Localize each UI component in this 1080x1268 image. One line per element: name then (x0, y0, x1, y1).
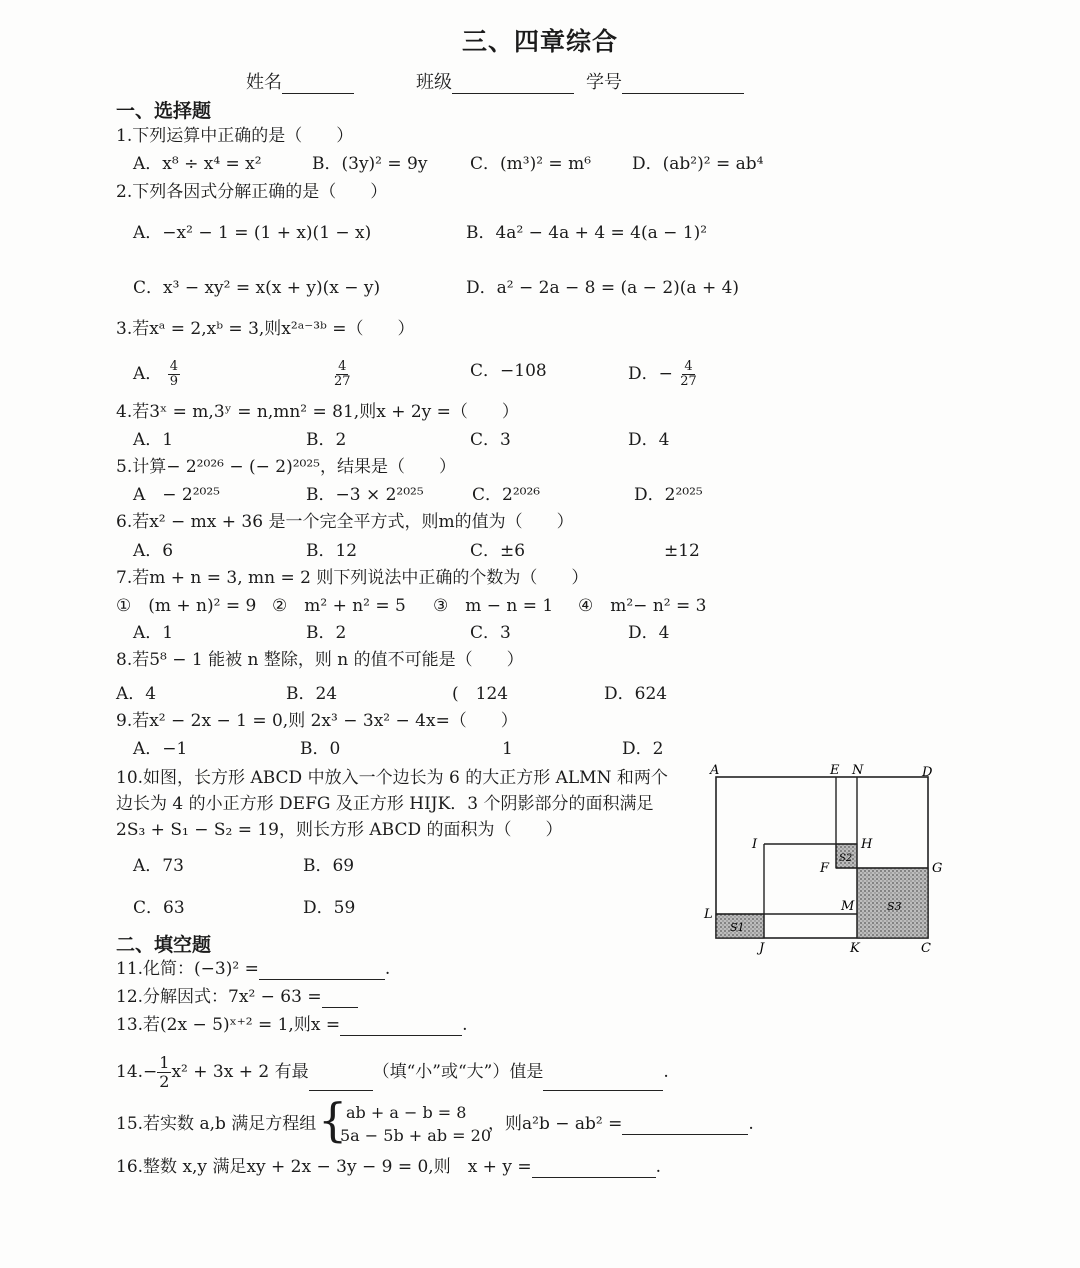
q4-option-b[interactable]: B．2 (306, 430, 347, 450)
q11 (116, 958, 390, 980)
q11-end: . (384, 959, 391, 979)
q6-option-c[interactable]: C．±6 (470, 541, 526, 561)
class-field (416, 68, 574, 94)
q10-option-d[interactable]: D．59 (303, 898, 356, 918)
q8-option-d[interactable]: D．624 (604, 684, 668, 704)
q8-stem: 8.若5⁸ − 1 能被 n 整除，则 n 的值不可能是（ ） (116, 650, 524, 670)
q4-option-d[interactable]: D．4 (628, 430, 670, 450)
label-m: M (841, 899, 855, 914)
q8-option-a[interactable]: A．4 (116, 684, 157, 704)
q2-option-c[interactable]: C．x³ − xy² = x(x + y)(x − y) (133, 278, 381, 298)
q14-hint: （填“小”或“大”）值是 (372, 1062, 544, 1082)
q14-max-min-blank[interactable] (309, 1072, 373, 1091)
label-h: H (861, 837, 873, 852)
q10-stem-line-2: 边长为 4 的小正方形 DEFG 及正方形 HIJK．3 个阴影部分的面积满足 (116, 794, 654, 814)
q9-option-c[interactable]: 1 (502, 739, 513, 759)
fraction-numerator: 4 (684, 359, 693, 374)
q4-option-c[interactable]: C．3 (470, 430, 511, 450)
q2-option-b[interactable]: B．4a² − 4a + 4 = 4(a − 1)² (466, 223, 708, 243)
q9-stem: 9.若x² − 2x − 1 = 0,则 2x³ − 3x² − 4x=（ ） (116, 711, 518, 731)
name-field (246, 68, 354, 94)
label-k: K (850, 941, 860, 956)
fraction-numerator: 1 (159, 1053, 170, 1072)
q3-option-d-letter: D．− (628, 364, 673, 384)
fraction-numerator: 4 (169, 359, 178, 374)
q7-claim-4: ④ m²− n² = 3 (578, 596, 707, 616)
q16 (116, 1156, 661, 1178)
q13-text: 13.若(2x − 5)ˣ⁺² = 1,则x = (116, 1015, 341, 1035)
q16-answer-blank[interactable] (532, 1159, 656, 1178)
q15-equation-2: 5a − 5b + ab = 20 (340, 1126, 492, 1145)
label-i: I (752, 837, 758, 852)
q2-option-d[interactable]: D．a² − 2a − 8 = (a − 2)(a + 4) (466, 278, 740, 298)
q3-option-a-fraction (168, 360, 180, 389)
name-label: 姓名 (246, 72, 282, 93)
q15-equation-1: ab + a − b = 8 (346, 1103, 467, 1122)
q7-option-d[interactable]: D．4 (628, 623, 670, 643)
label-l: L (704, 907, 713, 922)
q3-option-b-fraction (332, 360, 353, 389)
q5-option-b[interactable]: B．−3 × 2²⁰²⁵ (306, 485, 424, 505)
q8-option-c[interactable]: ( 124 (452, 684, 509, 704)
q7-claim-3: ③ m − n = 1 (433, 596, 554, 616)
q14-fraction (157, 1054, 171, 1091)
q14-end: . (663, 1062, 669, 1082)
label-s2: S2 (839, 853, 853, 864)
q13 (116, 1014, 467, 1036)
q3-stem: 3.若xᵃ = 2,xᵇ = 3,则x²ᵃ⁻³ᵇ =（ ） (116, 319, 415, 339)
label-n: N (852, 763, 864, 778)
q16-text: 16.整数 x,y 满足xy + 2x − 3y − 9 = 0,则 x + y = (116, 1157, 532, 1177)
label-s1: S1 (730, 921, 745, 934)
label-c: C (921, 941, 931, 956)
label-s3: S3 (887, 900, 902, 913)
section-choice-heading: 一、选择题 (116, 100, 212, 122)
class-label: 班级 (416, 72, 452, 93)
q7-option-c[interactable]: C．3 (470, 623, 511, 643)
number-label: 学号 (586, 72, 622, 93)
q5-option-d[interactable]: D．2²⁰²⁵ (634, 485, 703, 505)
q11-answer-blank[interactable] (259, 961, 385, 980)
q4-stem: 4.若3ˣ = m,3ʸ = n,mn² = 81,则x + 2y =（ ） (116, 402, 519, 422)
number-field (586, 68, 744, 94)
q9-option-a[interactable]: A．−1 (133, 739, 188, 759)
fraction-numerator: 4 (338, 359, 347, 374)
q15-system-brace: { (318, 1093, 348, 1147)
q10-rectangle-figure (700, 758, 950, 958)
q3-option-d[interactable] (628, 360, 699, 389)
q15-expression: ，则a²b − ab² = (488, 1114, 623, 1134)
q3-option-a-letter: A． (133, 364, 163, 384)
q14 (116, 1054, 669, 1091)
q12 (116, 986, 358, 1008)
label-e: E (830, 763, 840, 778)
q3-option-a[interactable] (133, 360, 180, 389)
q3-option-d-fraction (678, 360, 699, 389)
q6-option-b[interactable]: B．12 (306, 541, 358, 561)
q8-option-b[interactable]: B．24 (286, 684, 338, 704)
q4-option-a[interactable]: A．1 (133, 430, 174, 450)
q12-text: 12.分解因式：7x² − 63 = (116, 987, 322, 1007)
q1-option-a[interactable]: A．x⁸ ÷ x⁴ = x² (133, 154, 262, 174)
q9-option-d[interactable]: D．2 (622, 739, 664, 759)
q10-stem-line-3: 2S₃ + S₁ − S₂ = 19，则长方形 ABCD 的面积为（ ） (116, 820, 563, 840)
q10-option-b[interactable]: B．69 (303, 856, 355, 876)
number-blank[interactable] (622, 75, 744, 94)
fraction-denominator: 27 (334, 374, 351, 389)
q10-option-c[interactable]: C．63 (133, 898, 185, 918)
q7-option-a[interactable]: A．1 (133, 623, 174, 643)
label-g: G (932, 861, 943, 876)
q6-stem: 6.若x² − mx + 36 是一个完全平方式，则m的值为（ ） (116, 512, 574, 532)
section-fill-heading: 二、填空题 (116, 934, 212, 956)
page-title: 三、四章综合 (461, 27, 618, 56)
q1-option-c[interactable]: C．(m³)² = m⁶ (470, 154, 592, 174)
q5-option-c[interactable]: C．2²⁰²⁶ (472, 485, 541, 505)
name-blank[interactable] (282, 75, 354, 94)
q2-stem: 2.下列各因式分解正确的是（ ） (116, 182, 388, 202)
label-f: F (820, 861, 830, 876)
q5-option-a[interactable]: A − 2²⁰²⁵ (133, 485, 221, 505)
q6-option-d[interactable]: ±12 (664, 541, 700, 561)
q7-claim-1: ① (m + n)² = 9 (116, 596, 257, 616)
q5-stem: 5.计算− 2²⁰²⁶ − (− 2)²⁰²⁵，结果是（ ） (116, 457, 456, 477)
fraction-denominator: 2 (159, 1072, 170, 1091)
q10-option-a[interactable]: A．73 (133, 856, 184, 876)
label-a: A (710, 763, 720, 778)
q15-answer-blank[interactable] (622, 1116, 748, 1135)
q15-intro: 15.若实数 a,b 满足方程组 (116, 1114, 317, 1134)
q2-option-a[interactable]: A．−x² − 1 = (1 + x)(1 − x) (133, 223, 372, 243)
q3-option-c[interactable]: C．−108 (470, 361, 547, 381)
q10-stem-line-1: 10.如图，长方形 ABCD 中放入一个边长为 6 的大正方形 ALMN 和两个 (116, 768, 668, 788)
q14-expression: x² + 3x + 2 有最 (171, 1062, 309, 1082)
q1-option-d[interactable]: D．(ab²)² = ab⁴ (632, 154, 764, 174)
q1-stem: 1.下列运算中正确的是（ ） (116, 126, 354, 146)
class-blank[interactable] (452, 75, 574, 94)
q15-end: . (748, 1114, 754, 1134)
fraction-denominator: 9 (169, 374, 178, 389)
q9-option-b[interactable]: B．0 (300, 739, 341, 759)
label-j: J (759, 941, 765, 956)
q16-end: . (655, 1157, 661, 1177)
q12-answer-blank[interactable] (322, 989, 358, 1008)
q7-stem: 7.若m + n = 3, mn = 2 则下列说法中正确的个数为（ ） (116, 568, 589, 588)
label-d: D (922, 765, 933, 780)
q3-option-b[interactable] (332, 360, 353, 389)
fraction-denominator: 27 (680, 374, 697, 389)
q13-end: . (462, 1015, 468, 1035)
q7-option-b[interactable]: B．2 (306, 623, 347, 643)
q15-question (488, 1113, 754, 1135)
q1-option-b[interactable]: B．(3y)² = 9y (312, 154, 428, 174)
q14-prefix: 14.− (116, 1062, 158, 1082)
q11-text: 11.化简：(−3)² = (116, 959, 259, 979)
q7-claim-2: ② m² + n² = 5 (272, 596, 406, 616)
q13-answer-blank[interactable] (340, 1017, 462, 1036)
q14-value-blank[interactable] (543, 1072, 663, 1091)
q6-option-a[interactable]: A．6 (133, 541, 174, 561)
